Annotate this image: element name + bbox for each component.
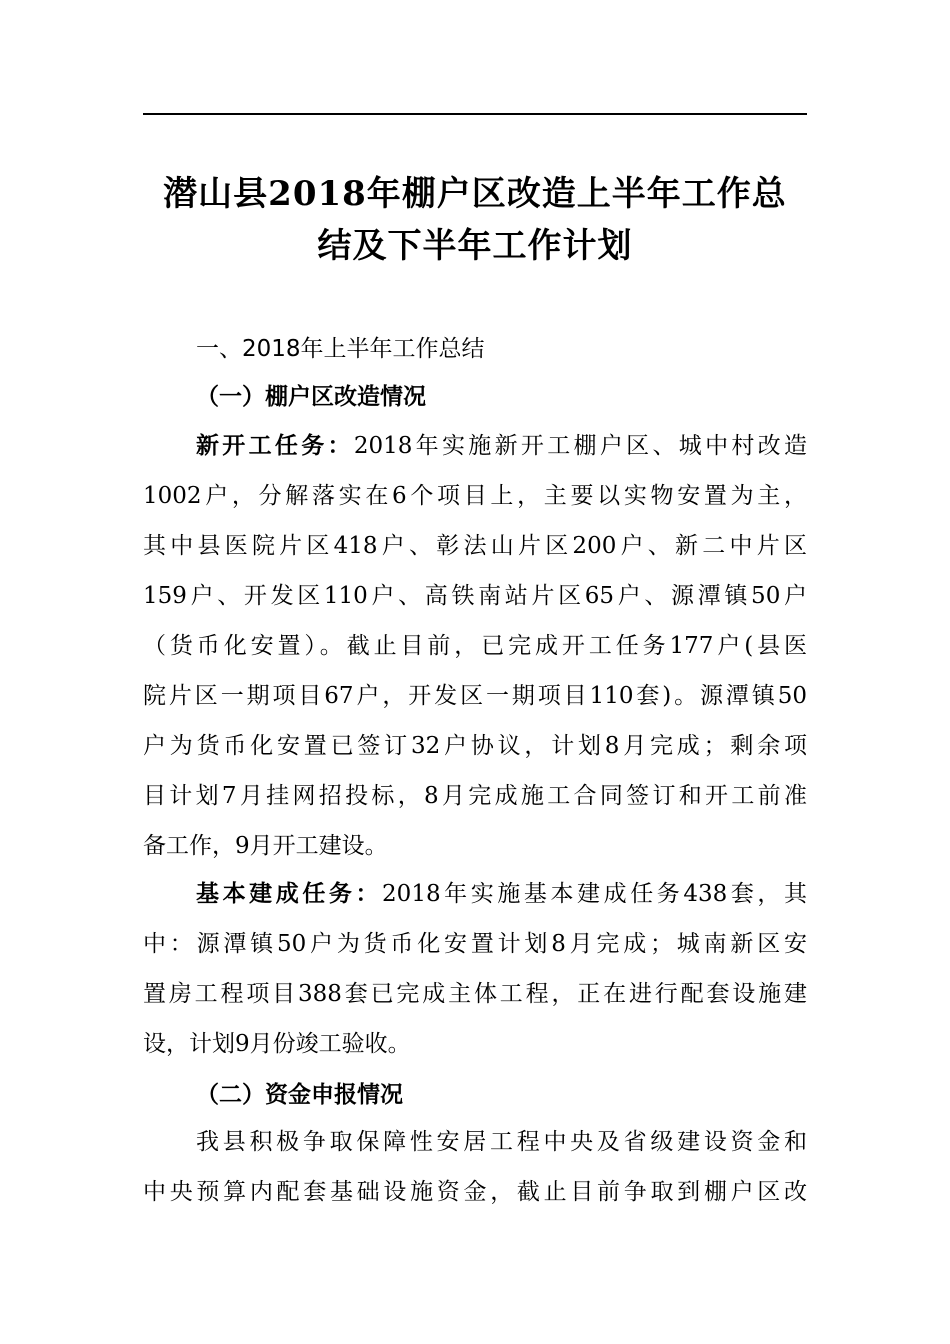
paragraph-text: 2018年实施新开工棚户区、城中村改造 <box>353 433 807 459</box>
paragraph-line: 设，计划9月份竣工验收。 <box>143 1031 411 1057</box>
paragraph-line: 备工作，9月开工建设。 <box>143 833 388 859</box>
paragraph-lead: 新开工任务： <box>196 433 354 459</box>
paragraph-line: 目计划7月挂网招投标，8月完成施工合同签订和开工前准 <box>143 783 807 809</box>
paragraph-lead: 基本建成任务： <box>196 881 383 907</box>
subsection-heading: （一）棚户区改造情况 <box>196 384 426 410</box>
header-rule <box>143 113 807 115</box>
section-heading: 一、2018年上半年工作总结 <box>196 336 485 362</box>
paragraph-line: 中央预算内配套基础设施资金，截止目前争取到棚户区改 <box>143 1179 807 1205</box>
paragraph-line: 户为货币化安置已签订32户协议，计划8月完成；剩余项 <box>143 733 807 759</box>
paragraph-line <box>143 869 807 919</box>
paragraph-line: 院片区一期项目67户，开发区一期项目110套)。源潭镇50 <box>143 683 807 709</box>
paragraph-line: 1002户，分解落实在6个项目上，主要以实物安置为主， <box>143 483 807 509</box>
paragraph-basic-completion <box>143 869 807 1069</box>
paragraph-line: 159户、开发区110户、高铁南站片区65户、源潭镇50户 <box>143 583 807 609</box>
title-line: 结及下半年工作计划 <box>317 226 633 266</box>
paragraph-funding <box>143 1117 807 1217</box>
title-line: 潜山县2018年棚户区改造上半年工作总 <box>163 174 787 214</box>
paragraph-new-construction <box>143 421 807 871</box>
paragraph-line: （货币化安置）。截止目前，已完成开工任务177户(县医 <box>143 633 807 659</box>
paragraph-line <box>143 421 807 471</box>
paragraph-line: 我县积极争取保障性安居工程中央及省级建设资金和 <box>196 1129 807 1155</box>
paragraph-text: 2018年实施基本建成任务438套，其 <box>382 881 807 907</box>
subsection-heading: （二）资金申报情况 <box>196 1082 403 1108</box>
paragraph-line: 其中县医院片区418户、彰法山片区200户、新二中片区 <box>143 533 807 559</box>
document-title <box>143 168 807 272</box>
paragraph-line: 置房工程项目388套已完成主体工程，正在进行配套设施建 <box>143 981 807 1007</box>
paragraph-line: 中：源潭镇50户为货币化安置计划8月完成；城南新区安 <box>143 931 807 957</box>
